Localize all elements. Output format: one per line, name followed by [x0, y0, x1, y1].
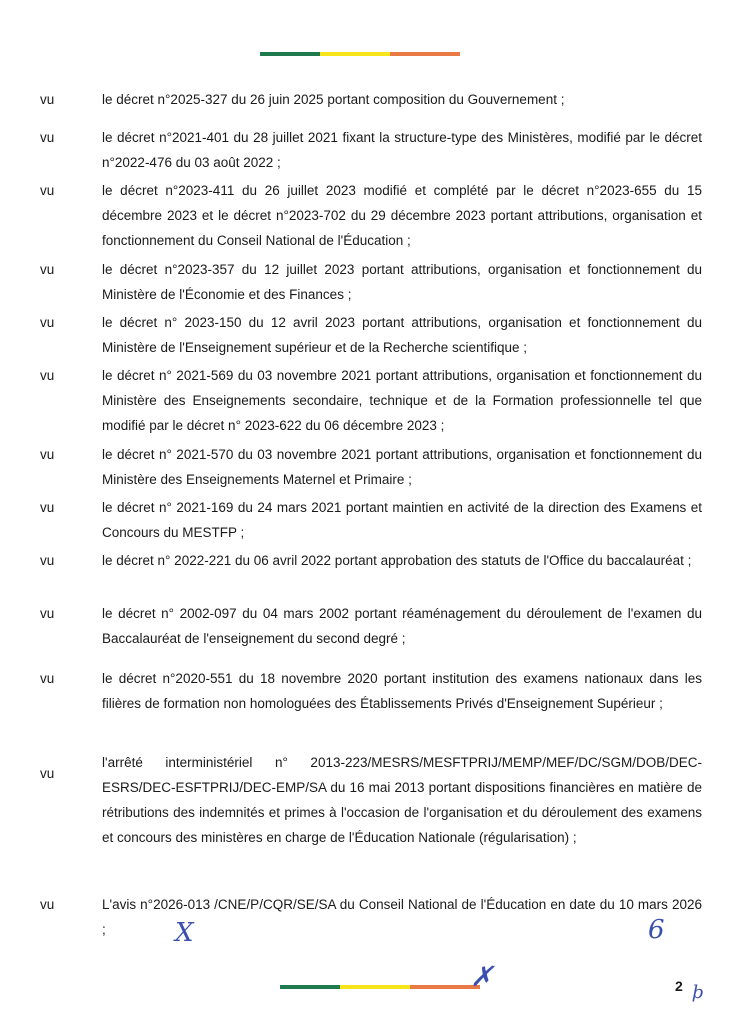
flag-colors-bottom: [280, 985, 480, 989]
vu-label: vu: [40, 553, 55, 568]
vu-label: vu: [40, 671, 55, 686]
vu-label: vu: [40, 766, 55, 781]
vu-label: vu: [40, 368, 55, 383]
entry-text: le décret n°2021-401 du 28 juillet 2021 fixant la structure-type des Ministères, modifié par le décret n°2022-476 du 03 août 2022 ;: [102, 130, 702, 170]
entry-text: le décret n°2023-411 du 26 juillet 2023 modifié et complété par le décret n°2023-655 du 15 décembre 2023 et le décret n°2023-702 du 29 décembre 2023 portant attributions, organisation et fonctionnement du Conseil National de l'Éducation ;: [102, 183, 702, 248]
entry-text: le décret n° 2021-569 du 03 novembre 2021 portant attributions, organisation et fonctionnement du Ministère des Enseignements secondaire, technique et de la Formation professionnelle tel que modifié par le décret n° 2023-622 du 06 décembre 2023 ;: [102, 368, 702, 433]
vu-label: vu: [40, 92, 55, 107]
entry-text: le décret n°2023-357 du 12 juillet 2023 portant attributions, organisation et fonctionnement du Ministère de l'Économie et des Finances ;: [102, 262, 702, 302]
flag-green: [280, 985, 340, 989]
entry-text: le décret n°2020-551 du 18 novembre 2020 portant institution des examens nationaux dans les filières de formation non homologuées des Établissements Privés d'Enseignement Supérieur ;: [102, 671, 702, 711]
handwritten-initial: þ: [692, 982, 704, 1003]
entry-text: le décret n°2025-327 du 26 juin 2025 portant composition du Gouvernement ;: [102, 92, 565, 107]
flag-colors-top: [260, 52, 460, 56]
vu-label: vu: [40, 500, 55, 515]
entry-text: le décret n° 2002-097 du 04 mars 2002 portant réaménagement du déroulement de l'examen du Baccalauréat de l'enseignement du second degré ;: [102, 606, 702, 646]
entry-text: le décret n° 2022-221 du 06 avril 2022 portant approbation des statuts de l'Office du baccalauréat ;: [102, 553, 692, 568]
flag-green: [260, 52, 320, 56]
page-number: 2: [675, 978, 683, 994]
vu-label: vu: [40, 130, 55, 145]
vu-label: vu: [40, 447, 55, 462]
vu-label: vu: [40, 315, 55, 330]
entry-text: L'avis n°2026-013 /CNE/P/CQR/SE/SA du Conseil National de l'Éducation en date du 10 mars 2026 ;: [102, 897, 702, 937]
entry-text: le décret n° 2021-169 du 24 mars 2021 portant maintien en activité de la direction des Examens et Concours du MESTFP ;: [102, 500, 702, 540]
vu-label: vu: [40, 897, 55, 912]
flag-yellow: [340, 985, 410, 989]
vu-label: vu: [40, 183, 55, 198]
flag-yellow: [320, 52, 390, 56]
flag-red: [390, 52, 460, 56]
entry-text: le décret n° 2023-150 du 12 avril 2023 portant attributions, organisation et fonctionnement du Ministère de l'Enseignement supérieur et de la Recherche scientifique ;: [102, 315, 702, 355]
entry-text: l'arrêté interministériel n° 2013-223/MESRS/MESFTPRIJ/MEMP/MEF/DC/SGM/DOB/DEC-ESRS/DEC-ESFTPRIJ/DEC-EMP/SA du 16 mai 2013 portant dispositions financières en matière de rétributions des indemnités et primes à l'occasion de l'organisation et du déroulement des examens et concours des ministères en charge de l'Éducation Nationale (régularisation) ;: [102, 755, 702, 845]
handwritten-signature: ✗: [470, 960, 494, 993]
vu-label: vu: [40, 262, 55, 277]
vu-label: vu: [40, 606, 55, 621]
entry-text: le décret n° 2021-570 du 03 novembre 2021 portant attributions, organisation et fonctionnement du Ministère des Enseignements Maternel et Primaire ;: [102, 447, 702, 487]
handwritten-initial: X: [175, 918, 194, 948]
handwritten-initial: 6: [648, 915, 665, 945]
